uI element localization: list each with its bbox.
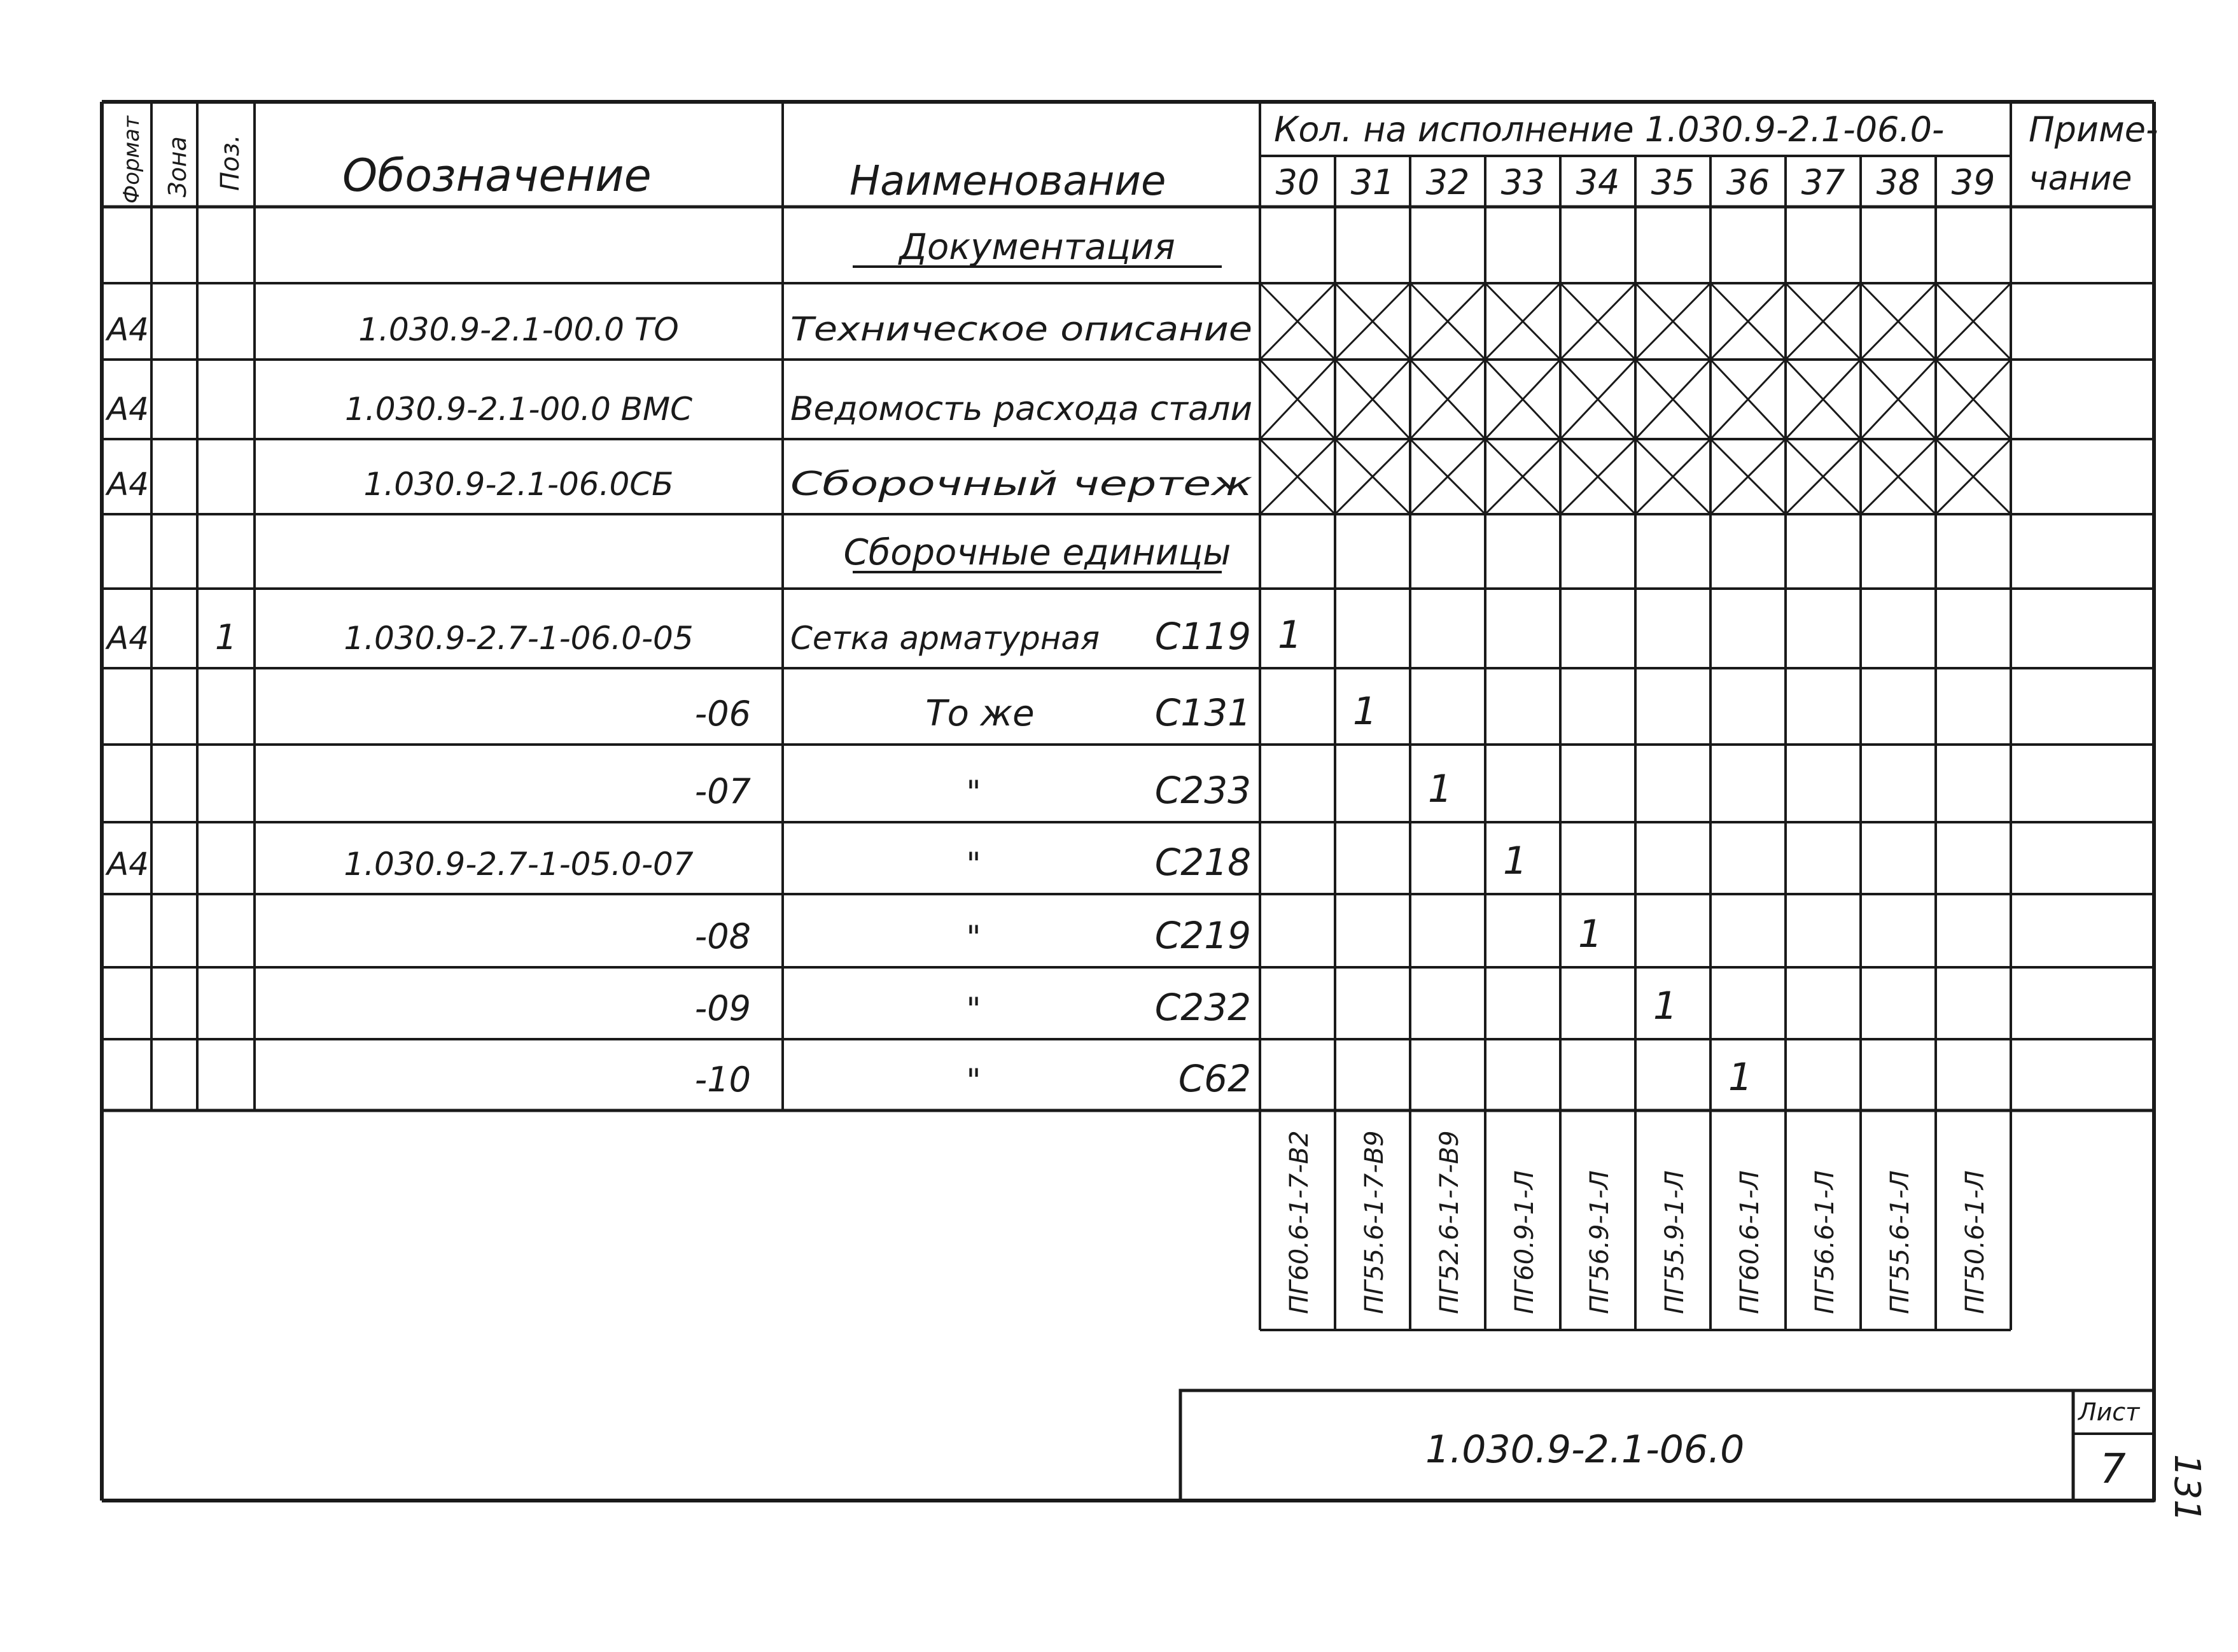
row-format: А4: [107, 846, 150, 883]
row-designation: -08: [694, 916, 751, 956]
row-mark: С233: [1154, 769, 1251, 812]
margin-page-number: 131: [2166, 1454, 2207, 1522]
header-format: Формат: [119, 116, 144, 204]
header-position: Поз.: [216, 134, 245, 191]
row-mark: С218: [1154, 841, 1251, 884]
variant-header-36: 36: [1726, 162, 1770, 202]
variant-label: ПГ55.6-1-Л: [1885, 1170, 1915, 1314]
row-quantity: 1: [1653, 984, 1678, 1028]
row-designation: 1.030.9-2.1-00.0 ТО: [358, 311, 679, 348]
row-designation: -10: [694, 1060, 751, 1100]
header-designation: Обозначение: [342, 150, 652, 202]
table-body: [105, 227, 1752, 1100]
row-name-ditto: ": [966, 1062, 981, 1099]
table-row: [695, 984, 1677, 1029]
document-code: 1.030.9-2.1-06.0: [1425, 1427, 1745, 1472]
table-row: [105, 311, 1252, 349]
table-row: [105, 465, 1252, 503]
header-zone: Зона: [164, 136, 192, 197]
row-designation: 1.030.9-2.7-1-05.0-07: [344, 846, 694, 883]
row-format: А4: [107, 311, 150, 348]
row-quantity: 1: [1352, 689, 1378, 734]
variant-label: ПГ50.6-1-Л: [1961, 1170, 1990, 1314]
header-note-bottom: чание: [2029, 160, 2132, 198]
row-quantity: 1: [1577, 912, 1603, 956]
row-mark: С131: [1154, 691, 1251, 734]
row-name-ditto: ": [966, 846, 981, 883]
row-name-ditto: ": [966, 991, 981, 1028]
row-format: А4: [107, 391, 150, 428]
variant-header-32: 32: [1425, 162, 1470, 202]
row-mark: С232: [1154, 986, 1251, 1029]
row-name: Ведомость расхода стали: [790, 390, 1252, 428]
variant-product-labels: [1285, 1130, 1990, 1314]
table-row: [105, 613, 1302, 658]
row-position: 1: [214, 617, 237, 657]
sheet-number: 7: [2100, 1446, 2126, 1493]
variant-label: ПГ55.9-1-Л: [1660, 1170, 1689, 1314]
row-designation: -06: [694, 694, 751, 734]
variant-label: ПГ56.6-1-Л: [1810, 1170, 1840, 1314]
header-quantity-title: Кол. на исполнение 1.030.9-2.1-06.0-: [1274, 109, 1945, 150]
table-row: [695, 689, 1377, 734]
row-format: А4: [107, 620, 150, 657]
row-quantity: 1: [1277, 613, 1303, 657]
row-quantity: 1: [1728, 1055, 1753, 1100]
row-designation: -07: [694, 771, 751, 811]
row-mark: С119: [1154, 615, 1251, 658]
variant-header-39: 39: [1951, 162, 1996, 202]
row-mark: С62: [1178, 1057, 1251, 1100]
header-note-top: Приме-: [2029, 109, 2158, 150]
variant-label: ПГ55.6-1-7-В9: [1360, 1130, 1389, 1314]
row-name-ditto: ": [966, 774, 981, 811]
row-name: Сборочный чертеж: [790, 465, 1253, 503]
variant-header-35: 35: [1651, 162, 1695, 202]
section-title: Документация: [899, 227, 1175, 268]
variant-header-34: 34: [1576, 162, 1620, 202]
row-mark: С219: [1154, 914, 1251, 957]
table-row: [853, 227, 1222, 268]
row-designation: 1.030.9-2.1-00.0 ВМС: [344, 391, 693, 428]
row-name-ditto: ": [966, 919, 981, 956]
section-title: Сборочные единицы: [843, 532, 1231, 573]
variant-header-33: 33: [1500, 162, 1545, 202]
variant-label: ПГ52.6-1-7-В9: [1435, 1130, 1464, 1314]
variant-header-31: 31: [1350, 162, 1395, 202]
table-row: [105, 839, 1527, 884]
variant-header-30: 30: [1275, 162, 1320, 202]
row-designation: 1.030.9-2.1-06.0СБ: [363, 466, 674, 503]
header-name: Наименование: [850, 158, 1166, 205]
variant-header-38: 38: [1876, 162, 1920, 202]
variant-label: ПГ60.6-1-7-В2: [1285, 1130, 1314, 1314]
variant-label: ПГ60.9-1-Л: [1510, 1170, 1539, 1314]
row-name: Техническое описание: [790, 311, 1252, 349]
table-row: [695, 912, 1602, 957]
title-block: [1180, 1390, 2154, 1501]
row-name: То же: [925, 693, 1035, 734]
row-designation: 1.030.9-2.7-1-06.0-05: [344, 620, 694, 657]
variant-label: ПГ60.6-1-Л: [1735, 1170, 1765, 1314]
table-row: [695, 1055, 1752, 1100]
table-row: [105, 390, 1252, 428]
table-row: [695, 767, 1452, 812]
sheet-label: Лист: [2078, 1398, 2140, 1426]
table-row: [844, 532, 1231, 573]
row-name: Сетка арматурная: [790, 620, 1100, 657]
variant-label: ПГ56.9-1-Л: [1585, 1170, 1614, 1314]
row-quantity: 1: [1502, 839, 1528, 883]
row-format: А4: [107, 466, 150, 503]
variant-header-37: 37: [1801, 162, 1845, 202]
row-quantity: 1: [1427, 767, 1453, 811]
row-designation: -09: [694, 988, 751, 1028]
